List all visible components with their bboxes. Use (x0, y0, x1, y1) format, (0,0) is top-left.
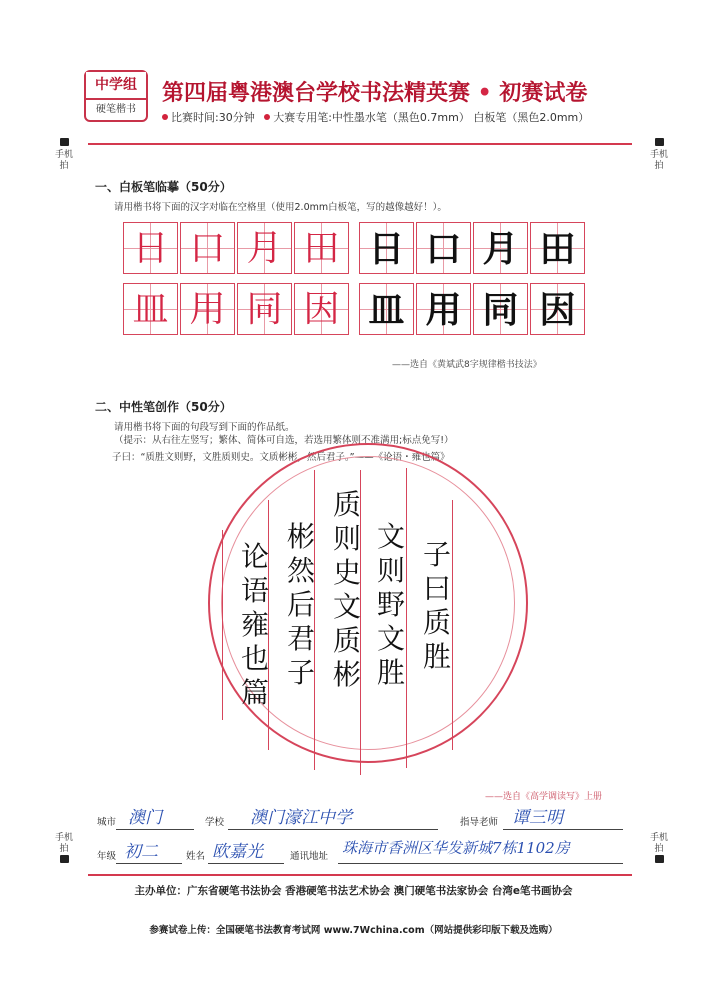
grid-character: 日 (368, 228, 405, 270)
city-label: 城市 (97, 817, 117, 828)
grid-character: 同 (246, 289, 283, 330)
side-note-bottom-right: 手机拍 (650, 833, 668, 867)
grid-character: 田 (539, 228, 576, 270)
section1-credit: ——选自《黄斌武8字规律楷书技法》 (392, 360, 542, 370)
grid-character: 田 (303, 228, 340, 269)
section1-instruction: 请用楷书将下面的汉字对临在空格里（使用2.0mm白板笔，写的越像越好！）。 (114, 202, 447, 213)
section2-instruction-2: （提示：从右往左竖写；繁体、简体可自选，若选用繁体则不准满用;标点免写!） (114, 435, 454, 446)
grade-label: 年级 (97, 851, 117, 862)
side-note-top-left: 手机拍 (55, 138, 73, 172)
name-field[interactable]: 欧嘉光 (212, 842, 263, 862)
grid-character: 月 (246, 228, 283, 269)
calligraphy-column: 子 曰 质 胜 (422, 538, 451, 673)
title-main: 第四届粤港澳台学校书法精英赛 (162, 80, 471, 106)
grid-character: 因 (303, 289, 340, 330)
subtitle-time: 比赛时间:30分钟 (171, 111, 255, 124)
city-underline (116, 829, 194, 830)
school-label: 学校 (205, 817, 225, 828)
address-label: 通讯地址 (290, 851, 329, 862)
name-label: 姓名 (186, 851, 206, 862)
badge-category-label: 硬笔楷书 (96, 104, 136, 115)
section1-heading: 一、白板笔临摹（50分） (95, 180, 232, 194)
grid-character: 皿 (132, 289, 169, 330)
footer-divider (88, 874, 632, 876)
grid-character: 因 (539, 289, 576, 331)
grid-character: 口 (425, 228, 462, 270)
address-field[interactable]: 珠海市香洲区华发新城7栋1102房 (342, 839, 570, 857)
page-title: 第四届粤港澳台学校书法精英赛 • 初赛试卷 (162, 80, 588, 106)
grid-character: 用 (189, 289, 226, 330)
calligraphy-column: 质 则 史 文 质 彬 (332, 488, 361, 691)
grid-character: 月 (482, 228, 519, 270)
section2-heading: 二、中性笔创作（50分） (95, 400, 232, 414)
grade-underline (116, 863, 182, 864)
section2-credit: ——选自《高学调读写》上册 (485, 792, 603, 802)
grid-character: 同 (482, 289, 519, 331)
grid-character: 皿 (368, 289, 405, 331)
grid-character: 口 (189, 228, 226, 269)
column-rule (222, 530, 223, 720)
upload-line: 参赛试卷上传：全国硬笔书法教育考试网 www.7Wchina.com（网站提供彩印版下载及选购） (149, 925, 558, 936)
grid-character: 用 (425, 289, 462, 331)
section2-instruction-1: 请用楷书将下面的句段写到下面的作品纸。 (114, 422, 295, 433)
teacher-label: 指导老师 (460, 817, 499, 828)
name-underline (208, 863, 284, 864)
side-note-bottom-left: 手机拍 (55, 833, 73, 867)
calligraphy-column: 论 语 雍 也 篇 (240, 540, 269, 709)
side-note-top-right: 手机拍 (650, 138, 668, 172)
calligraphy-column: 彬 然 后 君 子 (286, 520, 315, 689)
calligraphy-column: 文 则 野 文 胜 (376, 520, 405, 689)
address-underline (338, 863, 623, 864)
grid-character: 日 (132, 228, 169, 269)
school-underline (228, 829, 438, 830)
title-suffix: 初赛试卷 (499, 80, 588, 106)
badge-group-label: 中学组 (86, 72, 146, 100)
subtitle-pens: 大赛专用笔:中性墨水笔（黑色0.7mm） 白板笔（黑色2.0mm） (273, 111, 590, 124)
city-field[interactable]: 澳门 (128, 808, 162, 828)
section2-quote: 子曰：“质胜文则野，文胜质则史。文质彬彬，然后君子。”——《论语・雍也篇》 (112, 452, 450, 463)
grade-field[interactable]: 初二 (124, 842, 158, 862)
teacher-underline (503, 829, 623, 830)
organizers-line: 主办单位：广东省硬笔书法协会 香港硬笔书法艺术协会 澳门硬笔书法家协会 台湾e笔书画协会 (134, 885, 573, 897)
school-field[interactable]: 澳门濠江中学 (250, 808, 352, 828)
teacher-field[interactable]: 谭三明 (512, 808, 563, 828)
